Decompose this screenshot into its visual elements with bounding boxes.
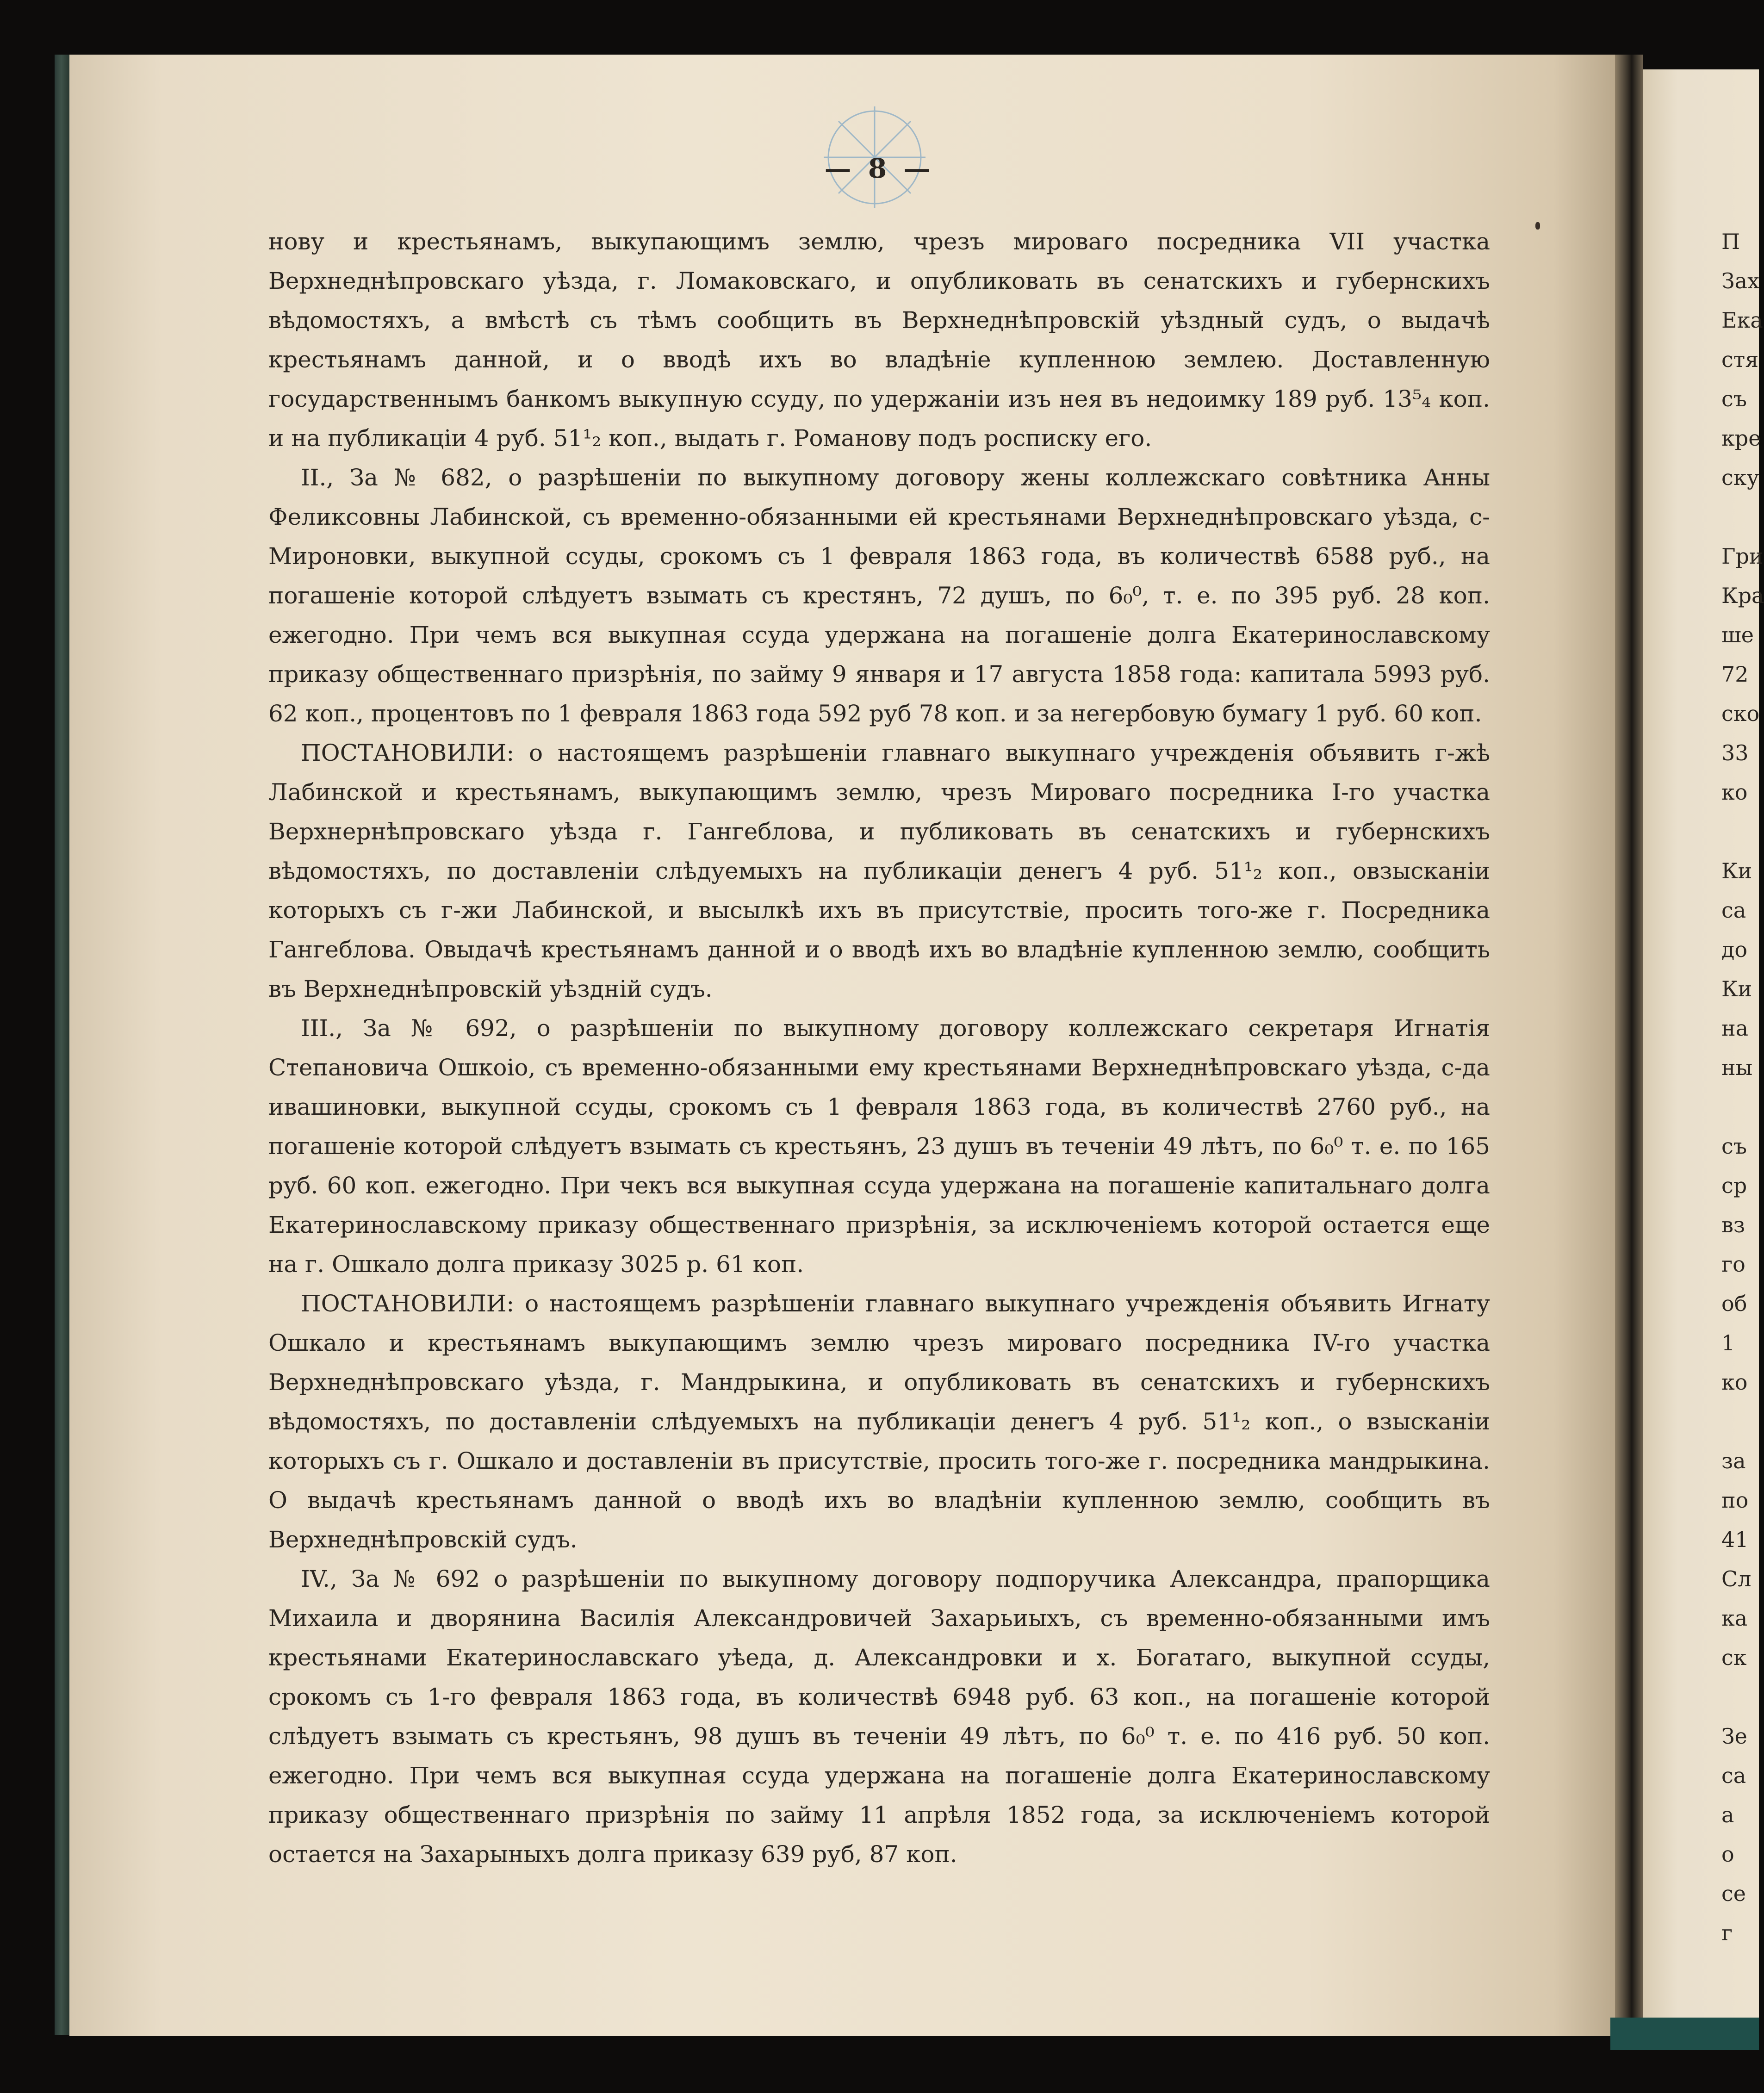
right-page-line: Зах (1721, 268, 1760, 293)
right-page-line: ко (1721, 780, 1748, 805)
right-page-line: съ (1721, 1134, 1747, 1159)
right-page-line: о (1721, 1842, 1734, 1867)
right-page-line: об (1721, 1291, 1747, 1316)
right-page-line: се (1721, 1881, 1746, 1906)
right-page-line: ко (1721, 1370, 1748, 1395)
paragraph-1: нову и крестьянамъ, выкупающимъ землю, чрезъ мироваго посредника VII участка Верхнеднѣпровскаго уѣзда, г. Ломаковскаго, и опубликовать въ сенатскихъ и губернскихъ вѣдомостяхъ, а вмѣстѣ съ тѣмъ сообщить въ Верхнеднѣпровскій уѣздный судъ, о выдачѣ крестьянамъ данной, и о вводѣ ихъ во владѣніе купленною землею. Доставленную государственнымъ банкомъ выкупную ссуду, по удержаніи изъ нея въ недоимку 189 руб. 13⁵₄ коп. и на публикаціи 4 руб. 51¹₂ коп., выдать г. Романову подъ росписку его. (268, 228, 1490, 452)
right-page-line (1721, 812, 1759, 851)
right-page-line: Гри (1721, 544, 1764, 569)
paragraph-4: III., За № 692, о разрѣшеніи по выкупному договору коллежскаго секретаря Игнатія Степановича Ошкоіо, съ временно-обязанными ему крестьянами Верхнеднѣпровскаго уѣзда, с-да ивашиновки, выкупной ссуды, срокомъ съ 1 февраля 1863 года, въ количествѣ 2760 руб., на погашеніе которой слѣдуетъ взымать съ крестьянъ, 23 душъ въ теченіи 49 лѣтъ, по 6₀⁰ т. е. по 165 руб. 60 коп. ежегодно. При чекъ вся выкупная ссуда удержана на погашеніе капитальнаго долга Екатеринославскому приказу общественнаго призрѣнія, за исключеніемъ которой остается еще на г. Ошкало долга приказу 3025 р. 61 коп. (268, 1015, 1490, 1278)
right-page-line: Ека (1721, 308, 1763, 333)
right-page-line: 33 (1721, 740, 1749, 765)
right-page-line: ско (1721, 701, 1760, 726)
document-body (268, 222, 1490, 1874)
right-page-line: а (1721, 1802, 1734, 1827)
right-page-line (1721, 497, 1759, 537)
right-page-fragments (1721, 222, 1764, 1953)
cover-corner (1610, 2018, 1759, 2050)
right-page-line: за (1721, 1448, 1746, 1473)
right-page-line: ше (1721, 622, 1754, 647)
paragraph-3: ПОСТАНОВИЛИ: о настоящемъ разрѣшеніи главнаго выкупнаго учрежденія объявить г-жѣ Лабинской и крестьянамъ, выкупающимъ землю, чрезъ Мироваго посредника I-го участка Верхнернѣпровскаго уѣзда г. Гангеблова, и публиковать въ сенатскихъ и губернскихъ вѣдомостяхъ, по доставленіи слѣдуемыхъ на публикаціи денегъ 4 руб. 51¹₂ коп., овзысканіи которыхъ съ г-жи Лабинской, и высылкѣ ихъ въ присутствіе, просить того-же г. Посредника Гангеблова. Овыдачѣ крестьянамъ данной и о вводѣ ихъ во владѣніе купленною землю, сообщить въ Верхнеднѣпровскій уѣздній судъ. (268, 739, 1490, 1002)
right-page-line: ск (1721, 1645, 1747, 1670)
right-page-line: 1 (1721, 1330, 1735, 1355)
right-page-line: стя (1721, 347, 1759, 372)
right-page-line: 41 (1721, 1527, 1749, 1552)
right-page-line: 72 (1721, 662, 1749, 687)
right-page-line: по (1721, 1488, 1749, 1513)
right-page-line: са (1721, 1763, 1746, 1788)
page-number: — 8 — (824, 153, 934, 184)
book-cover-edge (55, 55, 71, 2035)
right-page-line (1721, 1402, 1759, 1441)
right-page-line: вз (1721, 1212, 1745, 1237)
right-page-line (1721, 1677, 1759, 1717)
right-page-line: П (1721, 229, 1740, 254)
right-page-line: г (1721, 1920, 1733, 1945)
right-page-line: кре (1721, 426, 1761, 451)
right-page-line: Ки (1721, 858, 1752, 883)
right-page-line: ны (1721, 1055, 1753, 1080)
paragraph-5: ПОСТАНОВИЛИ: о настоящемъ разрѣшеніи главнаго выкупнаго учрежденія объявить Игнату Ошкало и крестьянамъ выкупающимъ землю чрезъ мироваго посредника IV-го участка Верхнеднѣпровскаго уѣзда, г. Мандрыкина, и опубликовать въ сенатскихъ и губернскихъ вѣдомостяхъ, по доставленіи слѣдуемыхъ на публикаціи денегъ 4 руб. 51¹₂ коп., о взысканіи которыхъ съ г. Ошкало и доставленіи въ присутствіе, просить того-же г. посредника мандрыкина. О выдачѣ крестьянамъ данной о вводѣ ихъ во владѣніи купленною землю, сообщить въ Верхнеднѣпровскій судъ. (268, 1290, 1490, 1553)
right-page-line: Кра (1721, 583, 1764, 608)
right-page-line: Зе (1721, 1724, 1747, 1749)
right-page-line: до (1721, 937, 1748, 962)
right-page-line: Ки (1721, 976, 1752, 1001)
right-page-line (1721, 1087, 1759, 1127)
right-page-line: ка (1721, 1606, 1748, 1631)
paragraph-2: II., За № 682, о разрѣшеніи по выкупному договору жены коллежскаго совѣтника Анны Феликсовны Лабинской, съ временно-обязанными ей крестьянами Верхнеднѣпровскаго уѣзда, с- Мироновки, выкупной ссуды, срокомъ съ 1 февраля 1863 года, въ количествѣ 6588 руб., на погашеніе которой слѣдуетъ взымать съ крестянъ, 72 душъ, по 6₀⁰, т. е. по 395 руб. 28 коп. ежегодно. При чемъ вся выкупная ссуда удержана на погашеніе долга Екатеринославскому приказу общественнаго призрѣнія, по займу 9 января и 17 августа 1858 года: капитала 5993 руб. 62 коп., процентовъ по 1 февраля 1863 года 592 руб 78 коп. и за негербовую бумагу 1 руб. 60 коп. (268, 464, 1490, 727)
right-page-line: ску (1721, 465, 1759, 490)
right-page-line: Сл (1721, 1566, 1752, 1591)
right-page-line: на (1721, 1016, 1749, 1041)
right-page-line: ср (1721, 1173, 1747, 1198)
book-gutter (1615, 55, 1643, 2036)
right-page-line: го (1721, 1252, 1745, 1277)
right-page-line: са (1721, 898, 1746, 923)
paragraph-6: IV., За № 692 о разрѣшеніи по выкупному договору подпоручика Александра, прапорщика Михаила и дворянина Василія Александровичей Захарьиыхъ, съ временно-обязанными имъ крестьянами Екатеринославскаго уѣеда, д. Александровки и х. Богатаго, выкупной ссуды, срокомъ съ 1-го февраля 1863 года, въ количествѣ 6948 руб. 63 коп., на погашеніе которой слѣдуетъ взымать съ крестьянъ, 98 душъ въ теченіи 49 лѣтъ, по 6₀⁰ т. е. по 416 руб. 50 коп. ежегодно. При чемъ вся выкупная ссуда удержана на погашеніе долга Екатеринославскому приказу общественнаго призрѣнія по займу 11 апрѣля 1852 года, за исключеніемъ которой остается на Захарыныхъ долга приказу 639 руб, 87 коп. (268, 1565, 1490, 1868)
ink-spot (1535, 222, 1540, 230)
right-page-line: съ (1721, 386, 1747, 411)
